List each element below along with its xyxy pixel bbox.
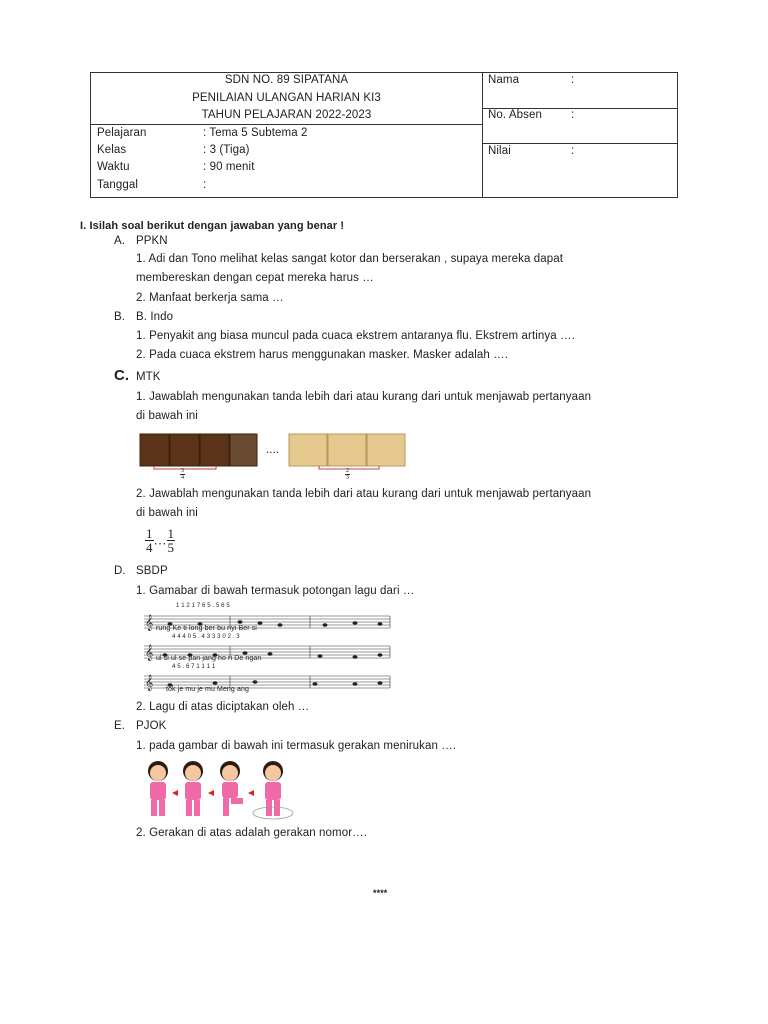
arrow-icon [248, 790, 254, 796]
question-text: membereskan dengan cepat mereka harus … [136, 272, 374, 284]
score-numbers: 1 1 2 1 7 6 5 . 5 6 5 [176, 603, 230, 609]
music-score-figure [140, 602, 392, 696]
value-kelas: : 3 (Tiga) [203, 144, 250, 156]
label-nilai: Nilai [488, 145, 511, 157]
dark-block [200, 434, 229, 466]
girl-figure [220, 761, 243, 816]
section-e-title: PJOK [136, 720, 167, 732]
exam-title: PENILAIAN ULANGAN HARIAN KI3 [192, 92, 381, 104]
girl-figure [253, 761, 293, 819]
section-a-letter: A. [114, 235, 126, 247]
label-no-absen: No. Absen [488, 109, 542, 121]
question-text: 2. Manfaat berkerja sama … [136, 292, 284, 304]
section-a-title: PPKN [136, 235, 168, 247]
dark-block [170, 434, 199, 466]
fraction-comparison [145, 527, 175, 554]
fraction-one-fifth: $\frac{1}{5}$ [167, 526, 174, 555]
value-pelajaran: : Tema 5 Subtema 2 [203, 127, 308, 139]
label-nama: Nama [488, 74, 520, 86]
section-c-letter: C. [114, 367, 129, 384]
score-lyrics: ul si ul se pan jang ho ri De ngan [156, 655, 262, 662]
dark-block [140, 434, 169, 466]
school-year: TAHUN PELAJARAN 2022-2023 [201, 109, 372, 121]
section-b-letter: B. [114, 311, 126, 323]
treble-clef: 𝄞 [145, 675, 154, 691]
section-c-title: MTK [136, 371, 161, 383]
instruction: I. Isilah soal berikut dengan jawaban yang benar ! [80, 220, 345, 232]
section-b-title: B. Indo [136, 311, 174, 323]
treble-clef: 𝄞 [145, 615, 154, 631]
colon-nilai: : [571, 145, 575, 157]
arrow-icon [208, 790, 214, 796]
fraction-blocks-figure [138, 432, 410, 482]
divider [482, 73, 483, 197]
score-numbers: 4 5 . 6 7 1 1 1 1 [172, 664, 216, 670]
divider [482, 143, 677, 144]
question-text: 1. pada gambar di bawah ini termasuk gerakan menirukan …. [136, 740, 457, 752]
treble-clef: 𝄞 [145, 645, 154, 661]
section-e-letter: E. [114, 720, 126, 732]
fraction-dots: … [153, 532, 167, 548]
light-block [328, 434, 366, 466]
question-text: 2. Gerakan di atas adalah gerakan nomor…. [136, 827, 368, 839]
question-text: 1. Jawablah mengunakan tanda lebih dari atau kurang dari untuk menjawab pertanyaan [136, 391, 592, 403]
score-numbers: 4 4 4 0 5 . 4 3 3 3 0 2 . 3 [172, 634, 240, 640]
girl-figure [148, 761, 168, 816]
light-block [289, 434, 327, 466]
footer-stars: **** [373, 888, 388, 898]
question-text: 1. Adi dan Tono melihat kelas sangat kotor dan berserakan , supaya mereka dapat [136, 253, 564, 265]
value-tanggal: : [203, 179, 207, 191]
light-block [367, 434, 405, 466]
question-text: 1. Penyakit ang biasa muncul pada cuaca ekstrem antaranya flu. Ekstrem artinya …. [136, 330, 575, 342]
question-text: di bawah ini [136, 507, 198, 519]
colon-nama: : [571, 74, 575, 86]
question-text: 2. Jawablah mengunakan tanda lebih dari atau kurang dari untuk menjawab pertanyaan [136, 488, 592, 500]
label-waktu: Waktu [97, 161, 130, 173]
label-pelajaran: Pelajaran [97, 127, 147, 139]
score-lyrics: tok je mu je mu Meng ang [166, 686, 249, 693]
fraction-label-right: $\frac{2}{3}$ [346, 468, 349, 481]
girl-figure [183, 761, 203, 816]
dark-block [230, 434, 257, 466]
question-text: 2. Lagu di atas diciptakan oleh … [136, 701, 310, 713]
fraction-one-quarter: $\frac{1}{4}$ [146, 526, 153, 555]
label-tanggal: Tanggal [97, 179, 138, 191]
divider [91, 124, 482, 125]
colon-no-absen: : [571, 109, 575, 121]
section-d-title: SBDP [136, 565, 168, 577]
value-waktu: : 90 menit [203, 161, 255, 173]
comparison-dots: .... [266, 444, 280, 456]
question-text: 1. Gamabar di bawah termasuk potongan lagu dari … [136, 585, 415, 597]
label-kelas: Kelas [97, 144, 127, 156]
school-name: SDN NO. 89 SIPATANA [224, 74, 349, 86]
header-table [90, 72, 678, 198]
question-text: di bawah ini [136, 410, 198, 422]
question-text: 2. Pada cuaca ekstrem harus menggunakan masker. Masker adalah …. [136, 349, 509, 361]
fraction-label-left: $\frac{3}{4}$ [181, 468, 184, 481]
score-lyrics: rung Ke ti long ber bu nyi Ber si [156, 625, 257, 632]
arrow-icon [172, 790, 178, 796]
section-d-letter: D. [114, 565, 126, 577]
exercise-figures [138, 757, 308, 821]
